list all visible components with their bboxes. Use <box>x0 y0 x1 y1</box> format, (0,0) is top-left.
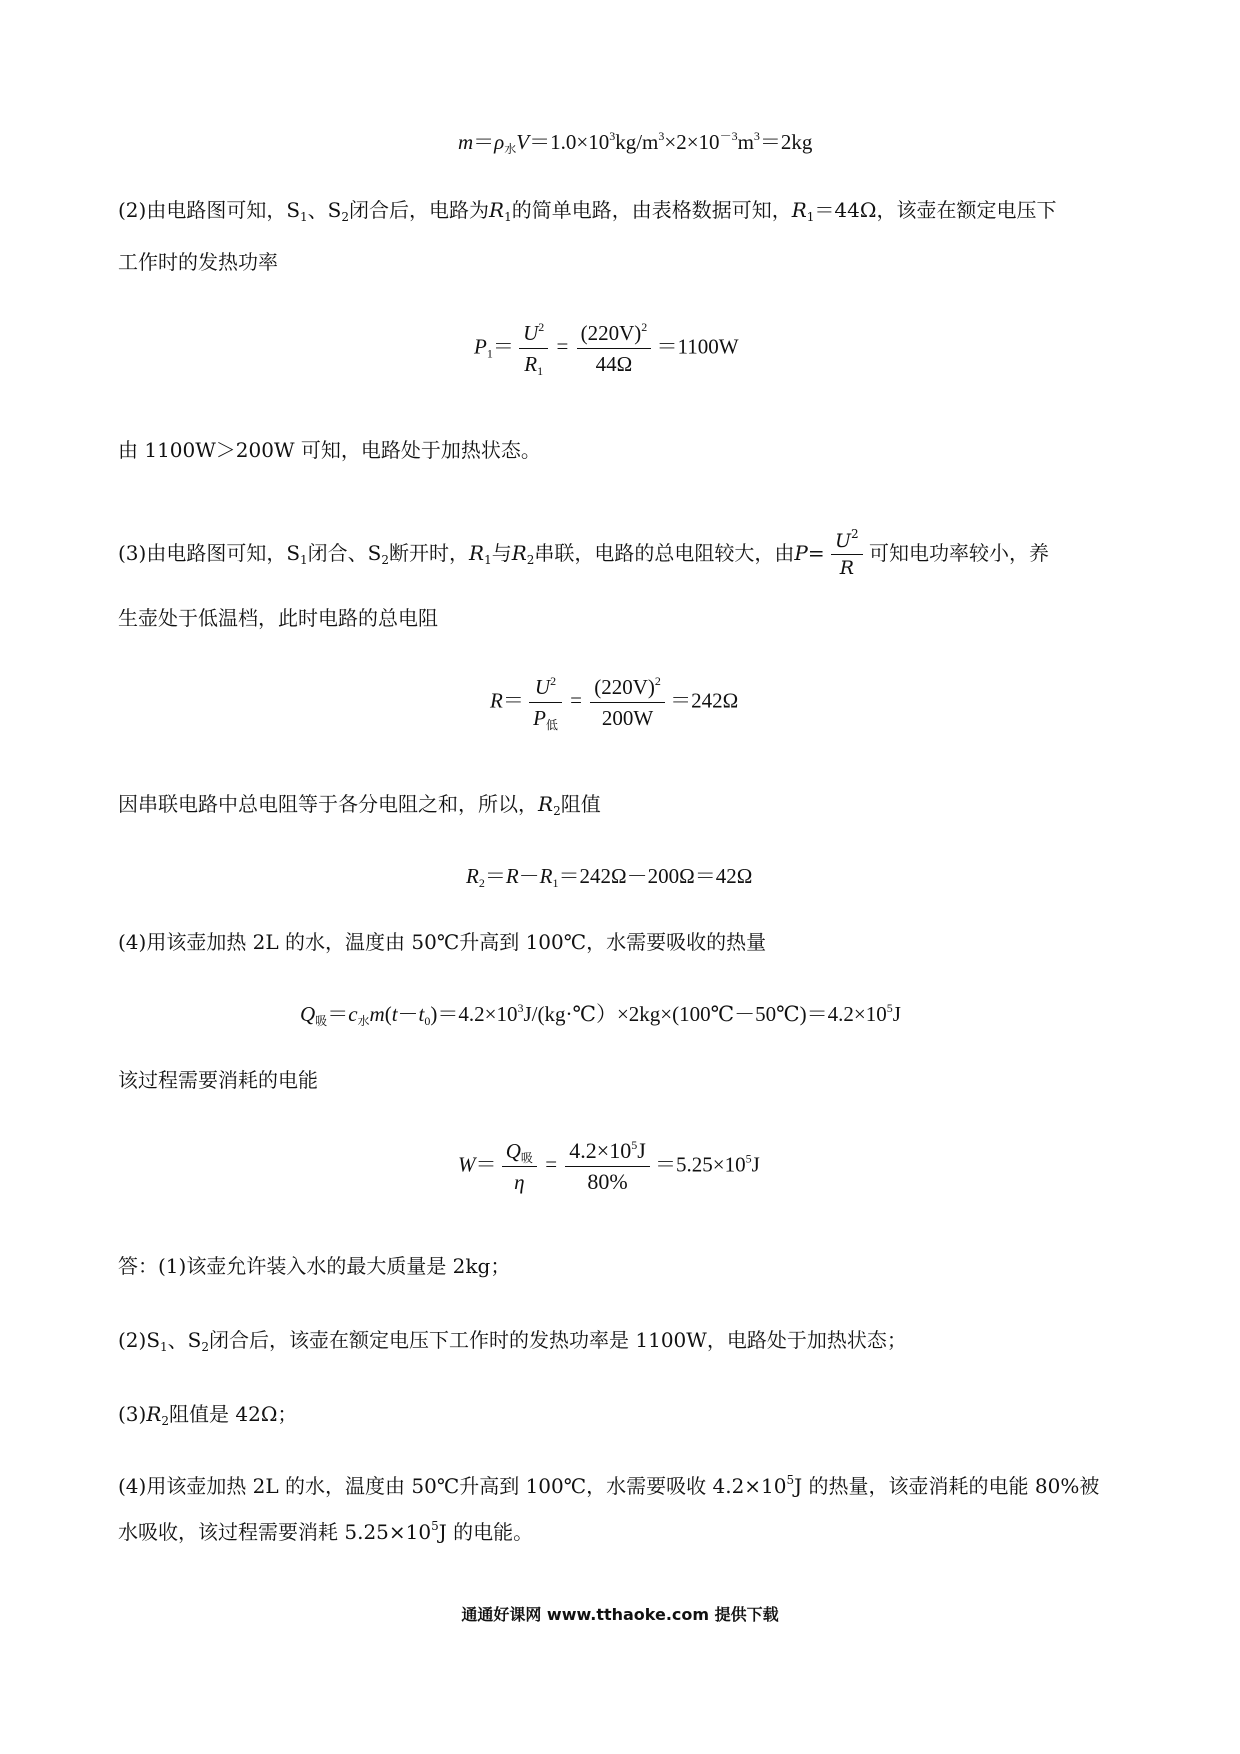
paragraph-4: (4)用该壶加热 2L 的水，温度由 50℃升高到 100℃，水需要吸收的热量 <box>118 930 767 954</box>
equation-w: W＝ $\frac{Q_吸}{\eta}$ = $\frac{4.2\times 10^5J}{80\%}$ $=5.25\times 10^5J$ <box>458 1136 760 1197</box>
fraction-220v-44: $\frac{(220V)^2}{44\Omega}$ <box>577 318 652 379</box>
fraction-u2-r-inline: $\frac{U^2}{R}$ <box>831 528 863 581</box>
answer-4-line-2: 水吸收，该过程需要消耗 $5.25\times 10^5J$ 的电能。 <box>118 1519 534 1544</box>
paragraph-4-energy: 该过程需要消耗的电能 <box>118 1068 318 1092</box>
fraction-energy-percent: $\frac{4.2\times 10^5J}{80\%}$ <box>565 1136 649 1197</box>
answer-2: $(2)S_1$、$S_2$闭合后，该壶在额定电压下工作时的发热功率是 1100W，电路处于加热状态； <box>118 1328 907 1354</box>
page-footer: 通通好课网 www.tthaoke.com 提供下载 <box>461 1605 779 1624</box>
equation-mass: $m=\rho_水V=1.0\times 10^3kg/m^3\times 2\times 10^{-3}m^3=2kg$ <box>458 129 813 156</box>
answer-4-line-1: (4)用该壶加热 2L 的水，温度由 50℃升高到 100℃，水需要吸收 $4.2\times 10^5J$ 的热量，该壶消耗的电能 80%被 <box>118 1473 1100 1498</box>
answer-1: 答：(1)该壶允许装入水的最大质量是 2kg； <box>118 1254 511 1278</box>
equation-r: R＝ $\frac{U^2}{P_低}$ = $\frac{(220V)^2}{200W}$ ＝242Ω <box>490 674 739 732</box>
paragraph-3-line-2: 生壶处于低温档，此时电路的总电阻 <box>118 606 438 630</box>
paragraph-3-series-note: 因串联电路中总电阻等于各分电阻之和，所以，$R_2$阻值 <box>118 792 601 818</box>
paragraph-2-line-1: (2)由电路图可知，$S_1$、$S_2$闭合后，电路为$R_1$的简单电路，由表格数据可知，$R_1=44\Omega$，该壶在额定电压下 <box>118 198 1057 224</box>
paragraph-3-line-1: (3)由电路图可知，$S_1$闭合、$S_2$断开时，$R_1$与$R_2$串联，电路的总电阻较大，由P= $\frac{U^2}{R}$ 可知电功率较小，养 <box>118 527 1050 579</box>
fraction-u2-r1: $\frac{U^2}{R_1}$ <box>519 318 548 379</box>
fraction-u2-plow: $\frac{U^2}{P_低}$ <box>529 672 562 733</box>
equation-r2: $R_2=R-R_1=242\Omega-200\Omega=42\Omega$ <box>466 864 753 890</box>
paragraph-2-line-2: 工作时的发热功率 <box>118 250 278 274</box>
answer-3: $(3)R_2$阻值是 42Ω； <box>118 1402 298 1428</box>
fraction-220v-200w: $\frac{(220V)^2}{200W}$ <box>590 672 665 733</box>
equation-q: $Q_吸=c_水m(t-t_0)=4.2\times 10^3J/(kg\cdot℃)\times 2kg\times(100℃-50℃)=4.2\times 10^5J$ <box>300 1001 901 1028</box>
paragraph-2-conclusion: 由 1100W＞200W 可知，电路处于加热状态。 <box>118 438 541 462</box>
fraction-q-eta: $\frac{Q_吸}{\eta}$ <box>502 1136 537 1197</box>
equation-p1: $P_1=$ $\frac{U^2}{R_1}$ = $\frac{(220V)^2}{44\Omega}$ ＝1100W <box>474 320 739 378</box>
